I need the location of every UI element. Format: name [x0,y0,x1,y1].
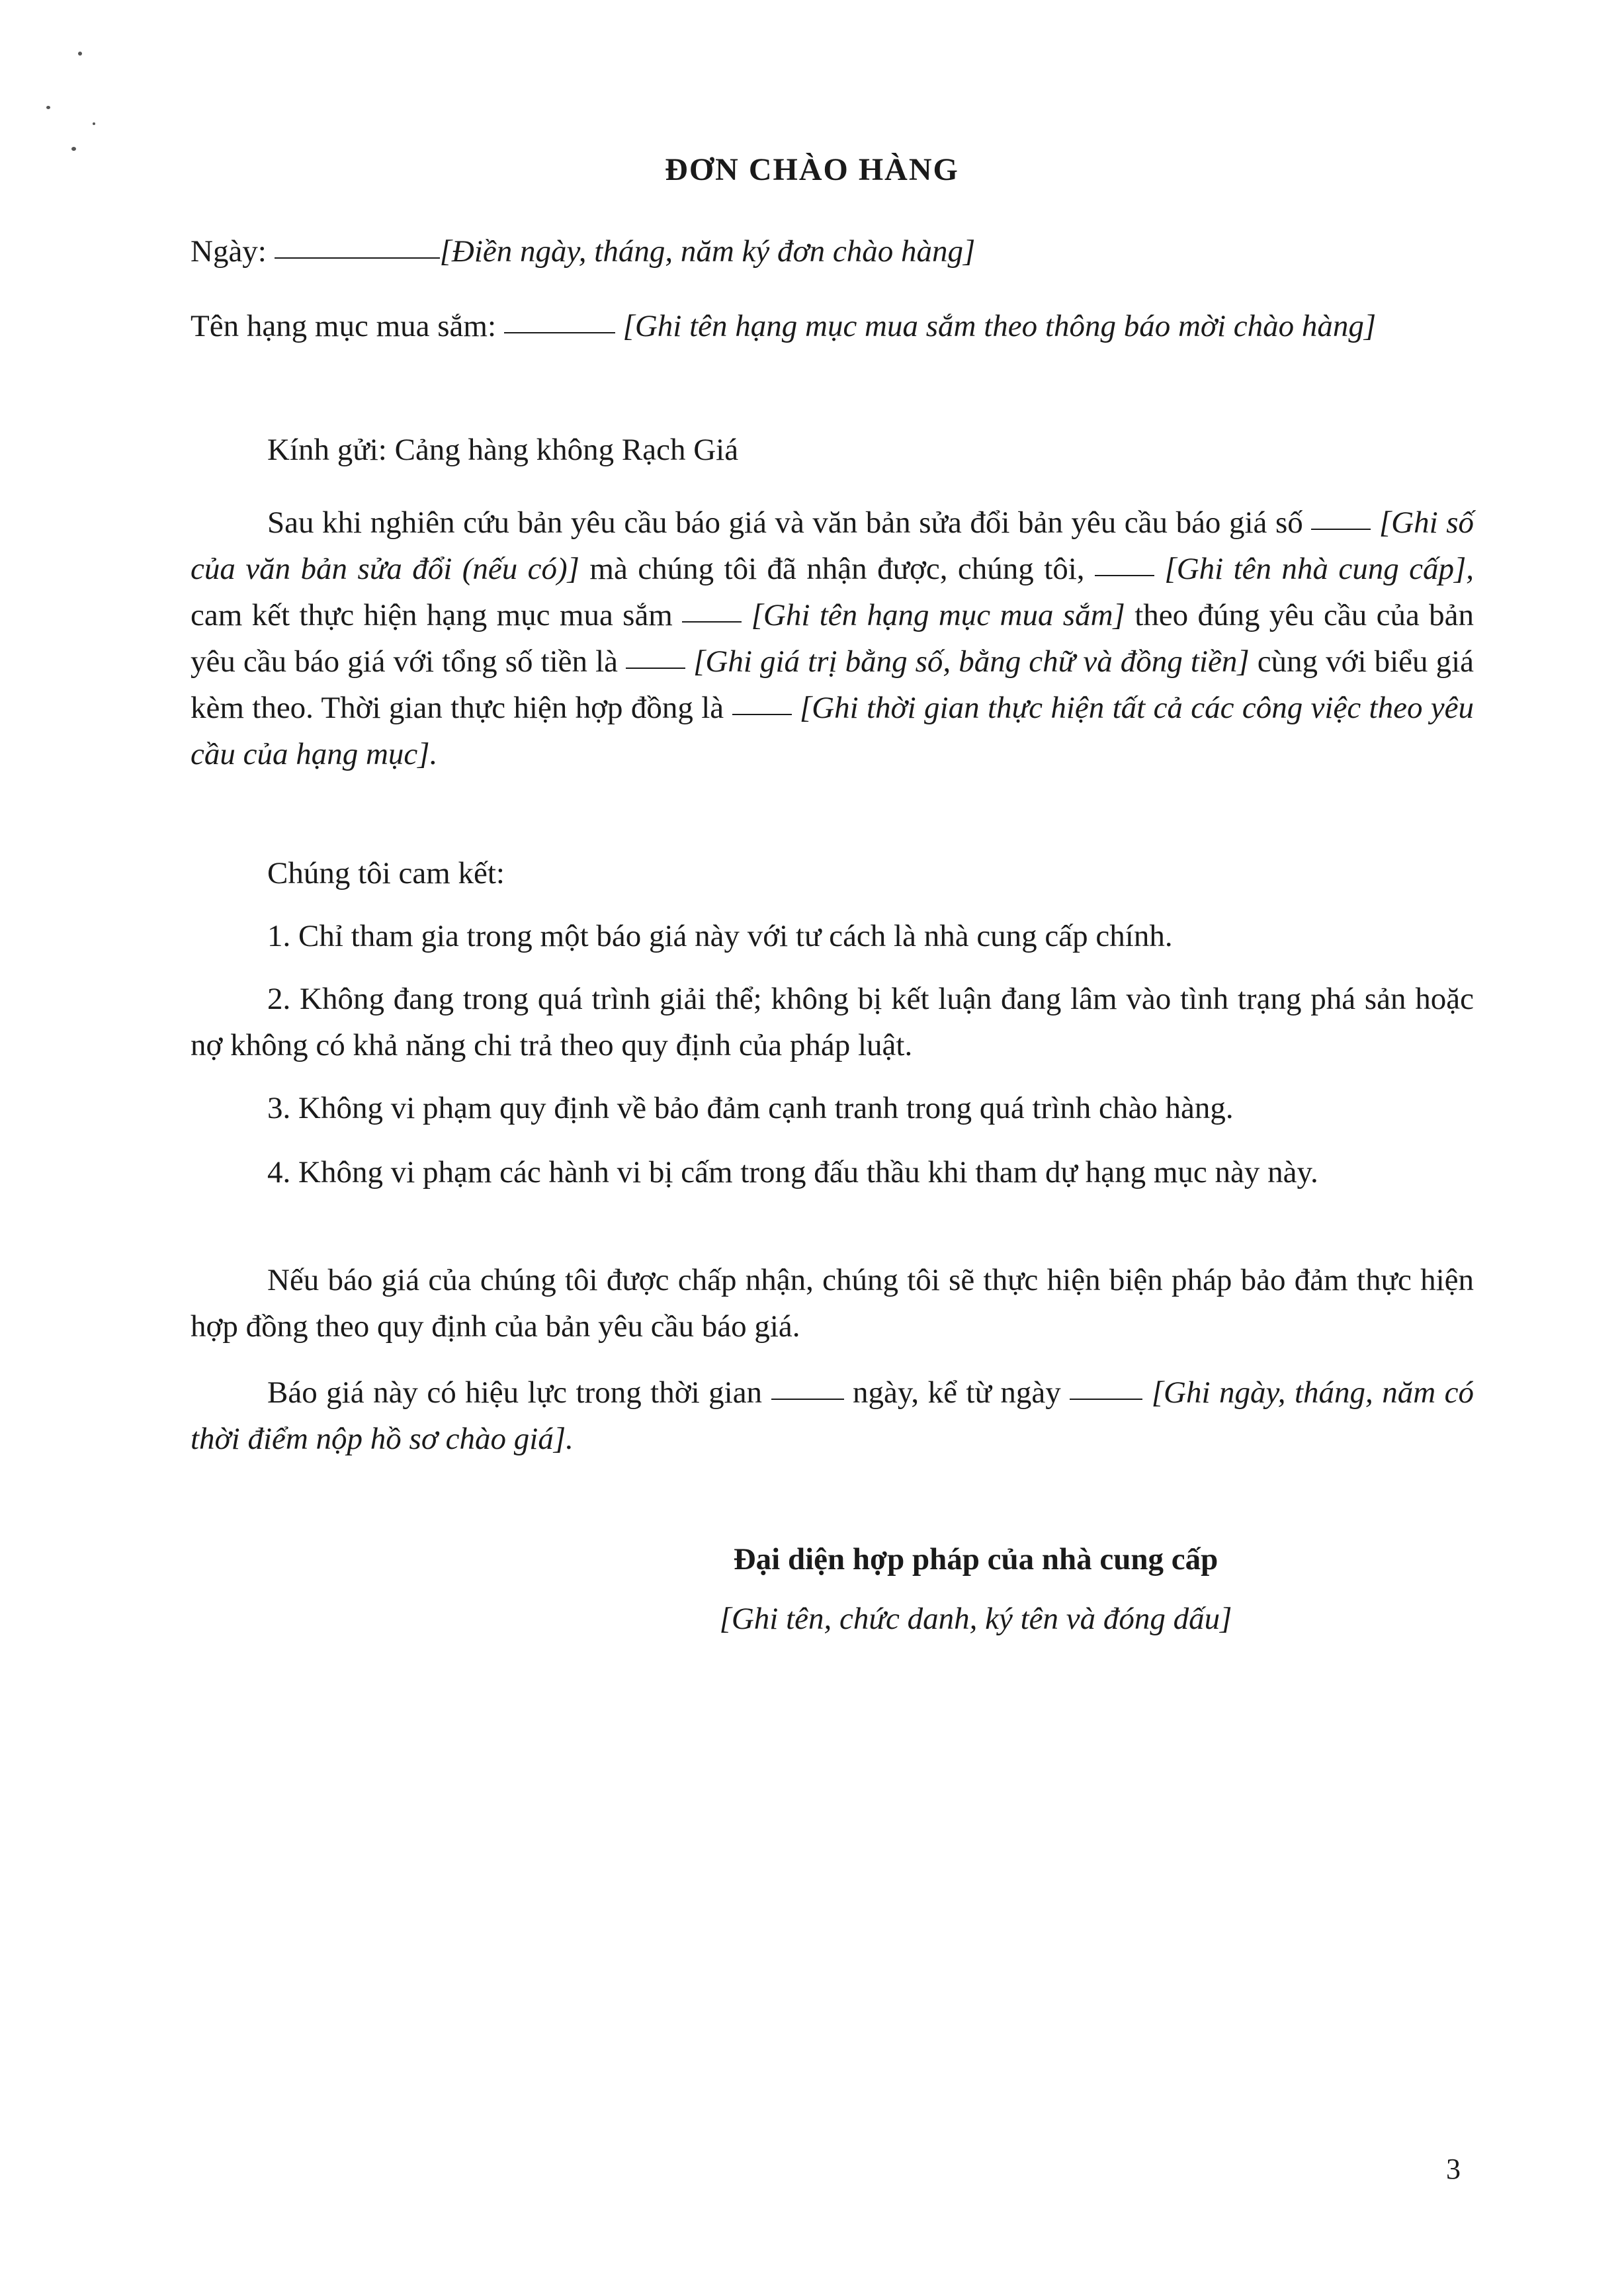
scan-speck [93,122,95,125]
blank-field [1311,528,1371,530]
guarantee-paragraph: Nếu báo giá của chúng tôi được chấp nhận, chúng tôi sẽ thực hiện biện pháp bảo đảm thực hiện hợp đồng theo quy định của bản yêu cầu báo giá. [191,1263,1474,1344]
commit-intro: Chúng tôi cam kết: [267,856,505,890]
item-line [191,303,1474,349]
validity-note: [Ghi ngày, tháng, năm có thời điểm nộp hồ sơ chào giá]. [191,1375,1474,1456]
blank-field [626,667,685,669]
document-title: ĐƠN CHÀO HÀNG [665,152,959,187]
date-label: Ngày: [191,234,267,269]
blank-field [1070,1398,1142,1400]
commitment-item: 2. Không đang trong quá trình giải thể; không bị kết luận đang lâm vào tình trạng phá sản hoặc nợ không có khả năng chi trả theo quy định của pháp luật. [191,982,1474,1062]
body-note-2: [Ghi tên nhà cung cấp], [1164,552,1474,586]
date-blank [275,257,440,259]
body-note-1: [Ghi số của văn bản sửa đổi (nếu có)] [191,505,1474,586]
blank-field [682,621,742,623]
date-instruction: [Điền ngày, tháng, năm ký đơn chào hàng] [439,234,976,269]
date-line [191,228,1474,275]
body-note-3: [Ghi tên hạng mục mua sắm] [751,598,1125,632]
signature-title: Đại diện hợp pháp của nhà cung cấp [733,1542,1218,1577]
signature-note: [Ghi tên, chức danh, ký tên và đóng dấu] [719,1602,1232,1636]
addressee: Kính gửi: Cảng hàng không Rạch Giá [267,433,739,467]
body-note-5: [Ghi thời gian thực hiện tất cả các công việc theo yêu cầu của hạng mục]. [191,691,1474,771]
commitment-item: 1. Chỉ tham gia trong một báo giá này với tư cách là nhà cung cấp chính. [267,919,1173,953]
validity-paragraph [191,1369,1474,1462]
body-text-3: cam kết thực hiện hạng mục mua sắm [191,598,673,632]
commitment-item: 3. Không vi phạm quy định về bảo đảm cạnh tranh trong quá trình chào hàng. [267,1091,1234,1125]
validity-text-2: ngày, kể từ ngày [853,1375,1061,1410]
blank-field [771,1398,844,1400]
validity-text-1: Báo giá này có hiệu lực trong thời gian [267,1375,763,1410]
body-text-1: Sau khi nghiên cứu bản yêu cầu báo giá và văn bản sửa đổi bản yêu cầu báo giá số [267,505,1303,540]
body-paragraph [191,499,1474,777]
scan-speck [78,52,82,56]
body-text-4: theo đúng yêu cầu của bản yêu cầu báo giá với tổng số tiền là [191,598,1474,679]
body-text-5: cùng với biểu giá kèm theo. Thời gian thực hiện hợp đồng là [191,644,1474,725]
blank-field [732,713,792,715]
blank-field [1095,574,1154,576]
body-note-4: [Ghi giá trị bằng số, bằng chữ và đồng tiền] [693,644,1250,679]
item-label: Tên hạng mục mua sắm: [191,309,497,343]
item-instruction: [Ghi tên hạng mục mua sắm theo thông báo mời chào hàng] [622,309,1377,343]
item-blank [504,331,615,333]
commitment-item: 4. Không vi phạm các hành vi bị cấm trong đấu thầu khi tham dự hạng mục này này. [267,1155,1318,1189]
page-number: 3 [1446,2153,1461,2185]
scan-speck [46,106,50,109]
body-text-2: mà chúng tôi đã nhận được, chúng tôi, [589,552,1085,586]
